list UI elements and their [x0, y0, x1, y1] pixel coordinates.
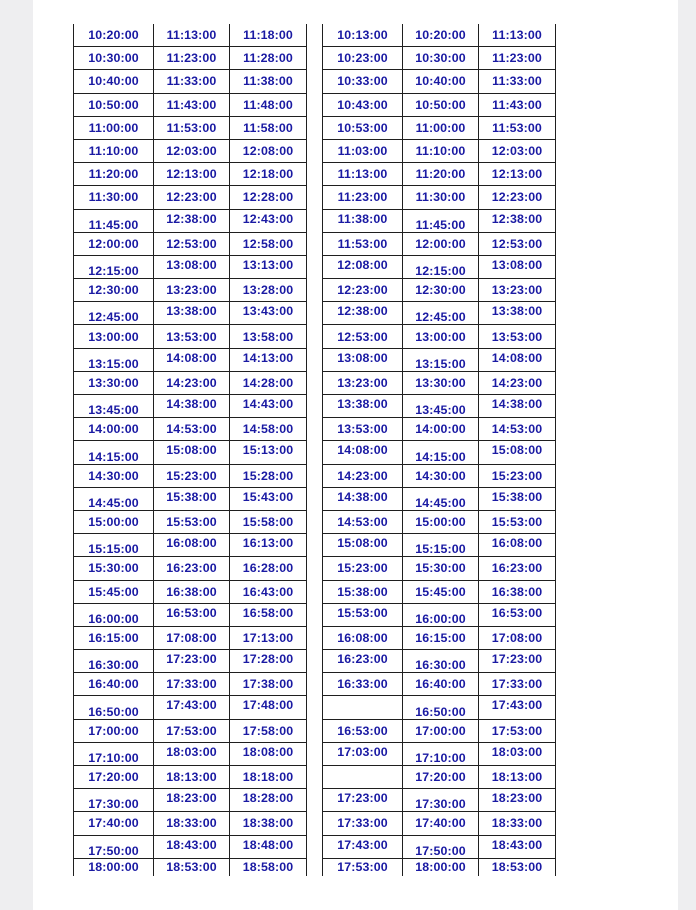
table-row [74, 743, 306, 766]
table-row [323, 117, 555, 140]
time-cell: 15:13:00 [242, 443, 294, 458]
time-cell: 12:38:00 [154, 210, 230, 232]
time-cell: 14:53:00 [154, 418, 230, 440]
time-cell: 12:45:00 [74, 302, 154, 324]
time-cell: 17:23:00 [491, 652, 543, 667]
time-cell: 14:43:00 [242, 397, 294, 411]
time-cell: 18:38:00 [242, 816, 294, 831]
table-row [74, 210, 306, 233]
time-cell: 17:53:00 [323, 859, 403, 876]
time-cell: 11:45:00 [74, 210, 154, 232]
time-cell: 18:58:00 [242, 860, 294, 875]
time-cell: 15:53:00 [491, 515, 543, 530]
time-cell: 11:45:00 [403, 210, 479, 232]
table-row [74, 511, 306, 534]
table-row [323, 534, 555, 557]
table-row [323, 581, 555, 604]
time-cell: 16:30:00 [403, 650, 479, 672]
time-cell: 13:38:00 [323, 395, 403, 417]
time-cell: 11:23:00 [492, 51, 542, 66]
time-cell: 17:23:00 [323, 789, 403, 811]
time-cell: 11:53:00 [154, 117, 230, 139]
time-cell: 12:23:00 [323, 279, 403, 301]
table-row [323, 859, 555, 876]
time-cell: 13:08:00 [323, 349, 403, 371]
table-row [74, 418, 306, 441]
time-cell: 15:08:00 [154, 441, 230, 463]
table-row [74, 627, 306, 650]
time-cell: 10:50:00 [74, 94, 154, 116]
time-cell: 11:38:00 [243, 74, 293, 89]
time-cell: 16:38:00 [491, 584, 543, 599]
table-row [323, 488, 555, 511]
time-cell: 17:50:00 [74, 836, 154, 858]
time-cell: 10:23:00 [323, 47, 403, 69]
time-cell: 10:33:00 [323, 70, 403, 92]
table-row [74, 812, 306, 835]
time-cell: 13:53:00 [154, 325, 230, 347]
time-cell: 14:23:00 [491, 375, 543, 390]
table-row [323, 210, 555, 233]
time-cell: 11:00:00 [403, 117, 479, 139]
time-cell: 17:43:00 [154, 696, 230, 718]
time-cell: 17:00:00 [403, 720, 479, 742]
table-row [323, 186, 555, 209]
table-row [74, 163, 306, 186]
timetable-right [322, 24, 556, 876]
time-cell: 16:50:00 [403, 696, 479, 718]
time-cell: 14:38:00 [323, 488, 403, 510]
time-cell: 18:13:00 [491, 770, 543, 785]
time-cell: 18:00:00 [74, 859, 154, 876]
time-cell: 16:40:00 [74, 673, 154, 695]
table-row [74, 720, 306, 743]
table-row [323, 743, 555, 766]
time-cell: 16:23:00 [323, 650, 403, 672]
time-cell: 18:53:00 [491, 860, 543, 875]
time-cell: 18:23:00 [154, 789, 230, 811]
table-row [323, 789, 555, 812]
time-cell: 11:13:00 [492, 28, 542, 43]
time-cell: 15:00:00 [403, 511, 479, 533]
time-cell: 11:53:00 [323, 233, 403, 255]
time-cell: 13:53:00 [323, 418, 403, 440]
time-cell: 15:23:00 [323, 557, 403, 579]
time-cell: 14:45:00 [74, 488, 154, 510]
time-cell: 13:08:00 [491, 257, 543, 272]
time-cell: 11:43:00 [154, 94, 230, 116]
time-cell: 18:53:00 [154, 859, 230, 876]
time-cell: 12:13:00 [154, 163, 230, 185]
table-row [74, 581, 306, 604]
table-row [74, 696, 306, 719]
time-cell: 13:00:00 [74, 325, 154, 347]
time-cell: 15:30:00 [403, 557, 479, 579]
table-row [323, 256, 555, 279]
time-cell: 17:13:00 [242, 630, 294, 645]
table-row [323, 604, 555, 627]
time-cell: 11:33:00 [492, 74, 542, 89]
time-cell: 16:58:00 [242, 605, 294, 620]
time-cell: 17:33:00 [154, 673, 230, 695]
table-row [74, 279, 306, 302]
time-cell: 12:15:00 [403, 256, 479, 278]
time-cell: 14:53:00 [323, 511, 403, 533]
time-cell: 17:58:00 [242, 723, 294, 738]
time-cell: 12:30:00 [403, 279, 479, 301]
time-cell: 14:23:00 [323, 465, 403, 487]
time-cell: 16:28:00 [242, 561, 294, 576]
time-cell: 12:08:00 [242, 144, 294, 159]
time-cell: 15:08:00 [491, 443, 543, 458]
time-cell: 14:08:00 [491, 350, 543, 365]
table-row [74, 256, 306, 279]
time-cell: 16:53:00 [323, 720, 403, 742]
time-cell: 15:53:00 [154, 511, 230, 533]
time-cell: 16:15:00 [403, 627, 479, 649]
time-cell: 17:28:00 [242, 652, 294, 667]
time-cell: 16:50:00 [74, 696, 154, 718]
time-cell: 15:38:00 [323, 581, 403, 603]
time-cell: 17:20:00 [403, 766, 479, 788]
table-row [323, 766, 555, 789]
time-cell: 10:30:00 [74, 47, 154, 69]
table-row [323, 47, 555, 70]
table-row [323, 696, 555, 719]
time-cell: 16:00:00 [74, 604, 154, 626]
time-cell: 10:20:00 [403, 24, 479, 46]
table-row [323, 465, 555, 488]
time-cell: 10:43:00 [323, 94, 403, 116]
table-row [74, 24, 306, 47]
table-row [323, 650, 555, 673]
table-row [74, 789, 306, 812]
time-cell: 12:30:00 [74, 279, 154, 301]
time-cell: 11:13:00 [154, 24, 230, 46]
time-cell: 12:38:00 [323, 302, 403, 324]
time-cell: 13:38:00 [154, 302, 230, 324]
time-cell: 18:18:00 [242, 770, 294, 785]
table-row [323, 24, 555, 47]
table-row [323, 163, 555, 186]
time-cell: 15:15:00 [403, 534, 479, 556]
time-cell: 12:18:00 [242, 167, 294, 182]
table-row [74, 534, 306, 557]
time-cell: 11:10:00 [74, 140, 154, 162]
time-cell: 12:43:00 [242, 211, 294, 226]
time-cell: 17:33:00 [491, 677, 543, 692]
timetable-left [73, 24, 307, 876]
time-cell: 11:33:00 [154, 70, 230, 92]
table-row [323, 812, 555, 835]
time-cell: 12:58:00 [242, 236, 294, 251]
time-cell: 12:00:00 [403, 233, 479, 255]
table-row [323, 233, 555, 256]
time-cell: 11:20:00 [74, 163, 154, 185]
table-row [74, 233, 306, 256]
time-cell: 18:00:00 [403, 859, 479, 876]
time-cell: 12:38:00 [491, 211, 543, 226]
time-cell: 11:18:00 [243, 28, 293, 43]
time-cell: 17:03:00 [323, 743, 403, 765]
table-row [74, 372, 306, 395]
time-cell: 16:30:00 [74, 650, 154, 672]
time-cell: 12:53:00 [154, 233, 230, 255]
time-cell: 16:00:00 [403, 604, 479, 626]
time-cell: 18:03:00 [491, 744, 543, 759]
time-cell: 17:20:00 [74, 766, 154, 788]
time-cell: 17:48:00 [242, 698, 294, 713]
time-cell: 17:30:00 [403, 789, 479, 811]
table-row [74, 349, 306, 372]
time-cell: 10:53:00 [323, 117, 403, 139]
table-row [74, 70, 306, 93]
time-cell: 13:15:00 [403, 349, 479, 371]
table-row [323, 720, 555, 743]
time-cell: 17:10:00 [403, 743, 479, 765]
table-row [74, 836, 306, 859]
time-cell: 13:30:00 [74, 372, 154, 394]
time-cell: 13:08:00 [154, 256, 230, 278]
table-row [323, 557, 555, 580]
table-row [74, 47, 306, 70]
time-cell: 17:53:00 [491, 723, 543, 738]
table-row [323, 349, 555, 372]
table-row [323, 511, 555, 534]
time-cell: 16:08:00 [491, 536, 543, 551]
time-cell: 14:08:00 [323, 441, 403, 463]
time-cell: 17:53:00 [154, 720, 230, 742]
time-cell: 11:38:00 [323, 210, 403, 232]
time-cell: 11:23:00 [323, 186, 403, 208]
time-cell: 16:43:00 [242, 584, 294, 599]
table-row [74, 117, 306, 140]
time-cell: 15:30:00 [74, 557, 154, 579]
time-cell: 14:00:00 [74, 418, 154, 440]
time-cell: 18:03:00 [154, 743, 230, 765]
time-cell: 16:13:00 [242, 536, 294, 551]
time-cell: 15:45:00 [403, 581, 479, 603]
time-cell: 11:00:00 [74, 117, 154, 139]
time-cell: 17:00:00 [74, 720, 154, 742]
table-row [74, 186, 306, 209]
time-cell: 17:30:00 [74, 789, 154, 811]
time-cell: 13:23:00 [491, 283, 543, 298]
time-cell: 13:23:00 [323, 372, 403, 394]
time-cell: 16:23:00 [154, 557, 230, 579]
time-cell: 12:45:00 [403, 302, 479, 324]
time-cell: 15:23:00 [491, 468, 543, 483]
time-cell: 13:45:00 [403, 395, 479, 417]
time-cell: 13:45:00 [74, 395, 154, 417]
time-cell: 18:48:00 [242, 837, 294, 852]
table-row [323, 418, 555, 441]
time-cell: 18:28:00 [242, 791, 294, 806]
time-cell: 17:43:00 [323, 836, 403, 858]
table-row [323, 279, 555, 302]
time-cell: 11:48:00 [243, 97, 293, 112]
time-cell: 17:38:00 [242, 677, 294, 692]
time-cell: 15:28:00 [242, 468, 294, 483]
time-cell: 16:53:00 [491, 605, 543, 620]
timetable-page [33, 0, 678, 910]
time-cell: 15:53:00 [323, 604, 403, 626]
time-cell: 14:13:00 [242, 350, 294, 365]
time-cell: 10:40:00 [403, 70, 479, 92]
table-row [74, 302, 306, 325]
table-row [323, 372, 555, 395]
table-row [323, 70, 555, 93]
time-cell: 13:15:00 [74, 349, 154, 371]
table-row [74, 395, 306, 418]
time-cell: 14:38:00 [491, 397, 543, 411]
time-cell: 17:43:00 [491, 698, 543, 713]
table-row [323, 673, 555, 696]
table-row [323, 94, 555, 117]
time-cell: 11:13:00 [323, 163, 403, 185]
table-row [323, 140, 555, 163]
time-cell: 11:28:00 [243, 51, 293, 66]
table-row [323, 627, 555, 650]
table-row [74, 557, 306, 580]
time-cell: 18:23:00 [491, 791, 543, 806]
table-row [74, 94, 306, 117]
time-cell: 10:30:00 [403, 47, 479, 69]
time-cell: 12:03:00 [154, 140, 230, 162]
table-row [74, 859, 306, 876]
time-cell: 13:53:00 [491, 329, 543, 344]
time-cell: 16:38:00 [154, 581, 230, 603]
table-row [74, 140, 306, 163]
time-cell: 13:38:00 [491, 304, 543, 319]
time-cell: 11:10:00 [403, 140, 479, 162]
table-row [74, 488, 306, 511]
time-cell: 13:30:00 [403, 372, 479, 394]
time-cell: 14:15:00 [403, 441, 479, 463]
time-cell: 12:15:00 [74, 256, 154, 278]
time-cell: 13:23:00 [154, 279, 230, 301]
time-cell: 12:03:00 [491, 144, 543, 159]
time-cell: 12:53:00 [323, 325, 403, 347]
time-cell: 13:13:00 [242, 257, 294, 272]
time-cell: 17:33:00 [323, 812, 403, 834]
time-cell: 10:13:00 [323, 24, 403, 46]
time-cell: 18:43:00 [154, 836, 230, 858]
time-cell: 15:08:00 [323, 534, 403, 556]
time-cell: 11:43:00 [492, 97, 542, 112]
time-cell: 11:30:00 [403, 186, 479, 208]
time-cell: 17:50:00 [403, 836, 479, 858]
time-cell: 12:00:00 [74, 233, 154, 255]
time-cell: 15:58:00 [242, 515, 294, 530]
time-cell: 14:45:00 [403, 488, 479, 510]
time-cell: 14:38:00 [154, 395, 230, 417]
time-cell: 10:20:00 [74, 24, 154, 46]
table-row [74, 650, 306, 673]
time-cell: 13:43:00 [242, 304, 294, 319]
time-cell: 15:38:00 [491, 489, 543, 504]
time-cell: 15:23:00 [154, 465, 230, 487]
time-cell: 17:40:00 [403, 812, 479, 834]
time-cell: 16:40:00 [403, 673, 479, 695]
time-cell: 17:08:00 [154, 627, 230, 649]
time-cell: 13:28:00 [242, 283, 294, 298]
time-cell: 17:10:00 [74, 743, 154, 765]
time-cell: 14:30:00 [403, 465, 479, 487]
time-cell: 14:58:00 [242, 422, 294, 437]
time-cell: 12:53:00 [491, 236, 543, 251]
time-cell: 18:08:00 [242, 744, 294, 759]
time-cell: 10:50:00 [403, 94, 479, 116]
time-cell [323, 766, 403, 788]
time-cell: 17:40:00 [74, 812, 154, 834]
table-row [323, 441, 555, 464]
time-cell: 11:53:00 [492, 120, 542, 135]
time-cell: 10:40:00 [74, 70, 154, 92]
time-cell: 17:23:00 [154, 650, 230, 672]
time-cell: 14:28:00 [242, 375, 294, 390]
time-cell: 18:33:00 [154, 812, 230, 834]
time-cell: 11:03:00 [323, 140, 403, 162]
time-cell: 16:08:00 [323, 627, 403, 649]
time-cell: 15:38:00 [154, 488, 230, 510]
time-cell: 15:45:00 [74, 581, 154, 603]
time-cell: 11:30:00 [74, 186, 154, 208]
table-row [323, 836, 555, 859]
time-cell: 14:30:00 [74, 465, 154, 487]
table-row [74, 441, 306, 464]
time-cell: 13:00:00 [403, 325, 479, 347]
time-cell: 12:13:00 [491, 167, 543, 182]
time-cell: 16:15:00 [74, 627, 154, 649]
time-cell: 17:08:00 [491, 630, 543, 645]
time-cell: 12:28:00 [242, 190, 294, 205]
time-cell: 16:33:00 [323, 673, 403, 695]
time-cell: 16:53:00 [154, 604, 230, 626]
time-cell: 16:08:00 [154, 534, 230, 556]
table-row [74, 604, 306, 627]
time-cell: 12:23:00 [491, 190, 543, 205]
table-row [323, 302, 555, 325]
time-cell: 18:33:00 [491, 816, 543, 831]
table-row [323, 395, 555, 418]
table-row [74, 766, 306, 789]
time-cell: 11:58:00 [243, 120, 293, 135]
time-cell: 14:23:00 [154, 372, 230, 394]
time-cell: 14:08:00 [154, 349, 230, 371]
table-row [74, 673, 306, 696]
time-cell: 12:23:00 [154, 186, 230, 208]
time-cell: 13:58:00 [242, 329, 294, 344]
table-row [74, 465, 306, 488]
table-row [74, 325, 306, 348]
time-cell: 18:13:00 [154, 766, 230, 788]
table-row [323, 325, 555, 348]
time-cell: 15:15:00 [74, 534, 154, 556]
time-cell: 14:15:00 [74, 441, 154, 463]
time-cell: 14:53:00 [491, 422, 543, 437]
time-cell [323, 696, 403, 718]
time-cell: 16:23:00 [491, 561, 543, 576]
time-cell: 11:23:00 [154, 47, 230, 69]
time-cell: 15:00:00 [74, 511, 154, 533]
time-cell: 18:43:00 [491, 837, 543, 852]
time-cell: 12:08:00 [323, 256, 403, 278]
time-cell: 15:43:00 [242, 489, 294, 504]
time-cell: 14:00:00 [403, 418, 479, 440]
time-cell: 11:20:00 [403, 163, 479, 185]
